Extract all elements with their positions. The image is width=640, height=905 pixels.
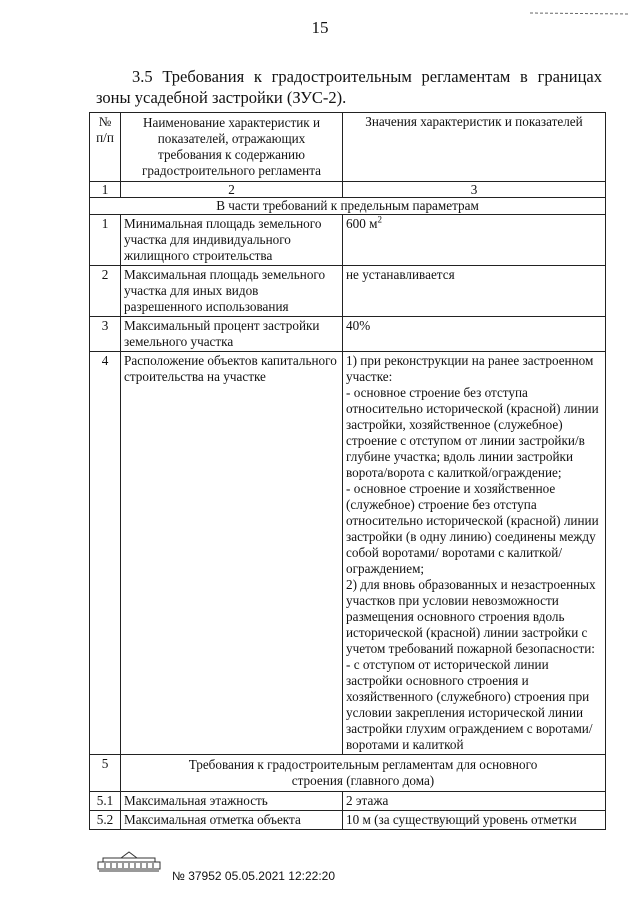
- column-number-3: 3: [343, 182, 606, 198]
- row-value: 600 $м^2$: [343, 215, 606, 266]
- section-a-row: [90, 198, 606, 215]
- row-num: 2: [90, 266, 121, 317]
- scan-artifact: [530, 2, 630, 5]
- section-5-row: [90, 755, 606, 792]
- header-value: Значения характеристик и показателей: [343, 113, 606, 182]
- section-title: 3.5 Требования к градостроительным регламентам в границах зоны усадебной застройки (ЗУС-2).: [96, 67, 602, 107]
- table-row: [90, 811, 606, 830]
- column-number-2: 2: [121, 182, 343, 198]
- government-building-stamp-icon: [97, 850, 161, 872]
- table-row: [90, 266, 606, 317]
- superscript: 2: [377, 214, 382, 225]
- row-name: Расположение объектов капитального строительства на участке: [121, 352, 343, 755]
- header-name: Наименование характеристик и показателей, отражающих требования к содержанию градостроительного регламента: [121, 113, 343, 182]
- row-num: 1: [90, 215, 121, 266]
- table-row: [90, 792, 606, 811]
- column-number-1: 1: [90, 182, 121, 198]
- page-number: 15: [311, 18, 329, 37]
- row-num: 4: [90, 352, 121, 755]
- row-value: 10 м (за существующий уровень отметки: [343, 811, 606, 830]
- requirements-table: [89, 112, 606, 830]
- row-name: Максимальный процент застройки земельного участка: [121, 317, 343, 352]
- row-name: Максимальная площадь земельного участка для иных видов разрешенного использования: [121, 266, 343, 317]
- table-row: [90, 317, 606, 352]
- registration-number: № 37952 05.05.2021 12:22:20: [172, 869, 336, 883]
- row-name: Максимальная этажность: [121, 792, 343, 811]
- row-num: 5.1: [90, 792, 121, 811]
- section-5-title: Требования к градостроительным регламентам для основного строения (главного дома): [121, 755, 606, 792]
- row-value: не устанавливается: [343, 266, 606, 317]
- row-num: 3: [90, 317, 121, 352]
- header-num: № п/п: [90, 113, 121, 182]
- row-name: Максимальная отметка объекта: [121, 811, 343, 830]
- column-number-row: [90, 182, 606, 198]
- table-row: [90, 215, 606, 266]
- row-value: 2 этажа: [343, 792, 606, 811]
- section-a-title: В части требований к предельным параметрам: [90, 198, 606, 215]
- row-value: 1) при реконструкции на ранее застроенном участке: - основное строение без отступа относительно исторической (красной) линии застройки, хозяйственное (служебное) строение с отступом от линии застройки/в глубине участка; вдоль линии застройки ворота/ворота с калиткой/ограждение; - основное строение и хозяйственное (служебное) строение без отступа относительно исторической (красной) линии застройки (в одну линию) соединены между собой воротами/ воротами с калиткой/ограждением; 2) для вновь образованных и незастроенных участков при условии невозможности размещения основного строения вдоль исторической (красной) линии застройки с учетом требований пожарной безопасности: - с отступом от исторической линии застройки основного строения и хозяйственного (служебного) строения при условии закрепления исторической линии застройки глухим ограждением с воротами/воротами и калиткой: [343, 352, 606, 755]
- table-header-row: [90, 113, 606, 182]
- row-num: 5: [90, 755, 121, 792]
- row-name: Минимальная площадь земельного участка для индивидуального жилищного строительства: [121, 215, 343, 266]
- table-row: [90, 352, 606, 755]
- row-value: 40%: [343, 317, 606, 352]
- row-num: 5.2: [90, 811, 121, 830]
